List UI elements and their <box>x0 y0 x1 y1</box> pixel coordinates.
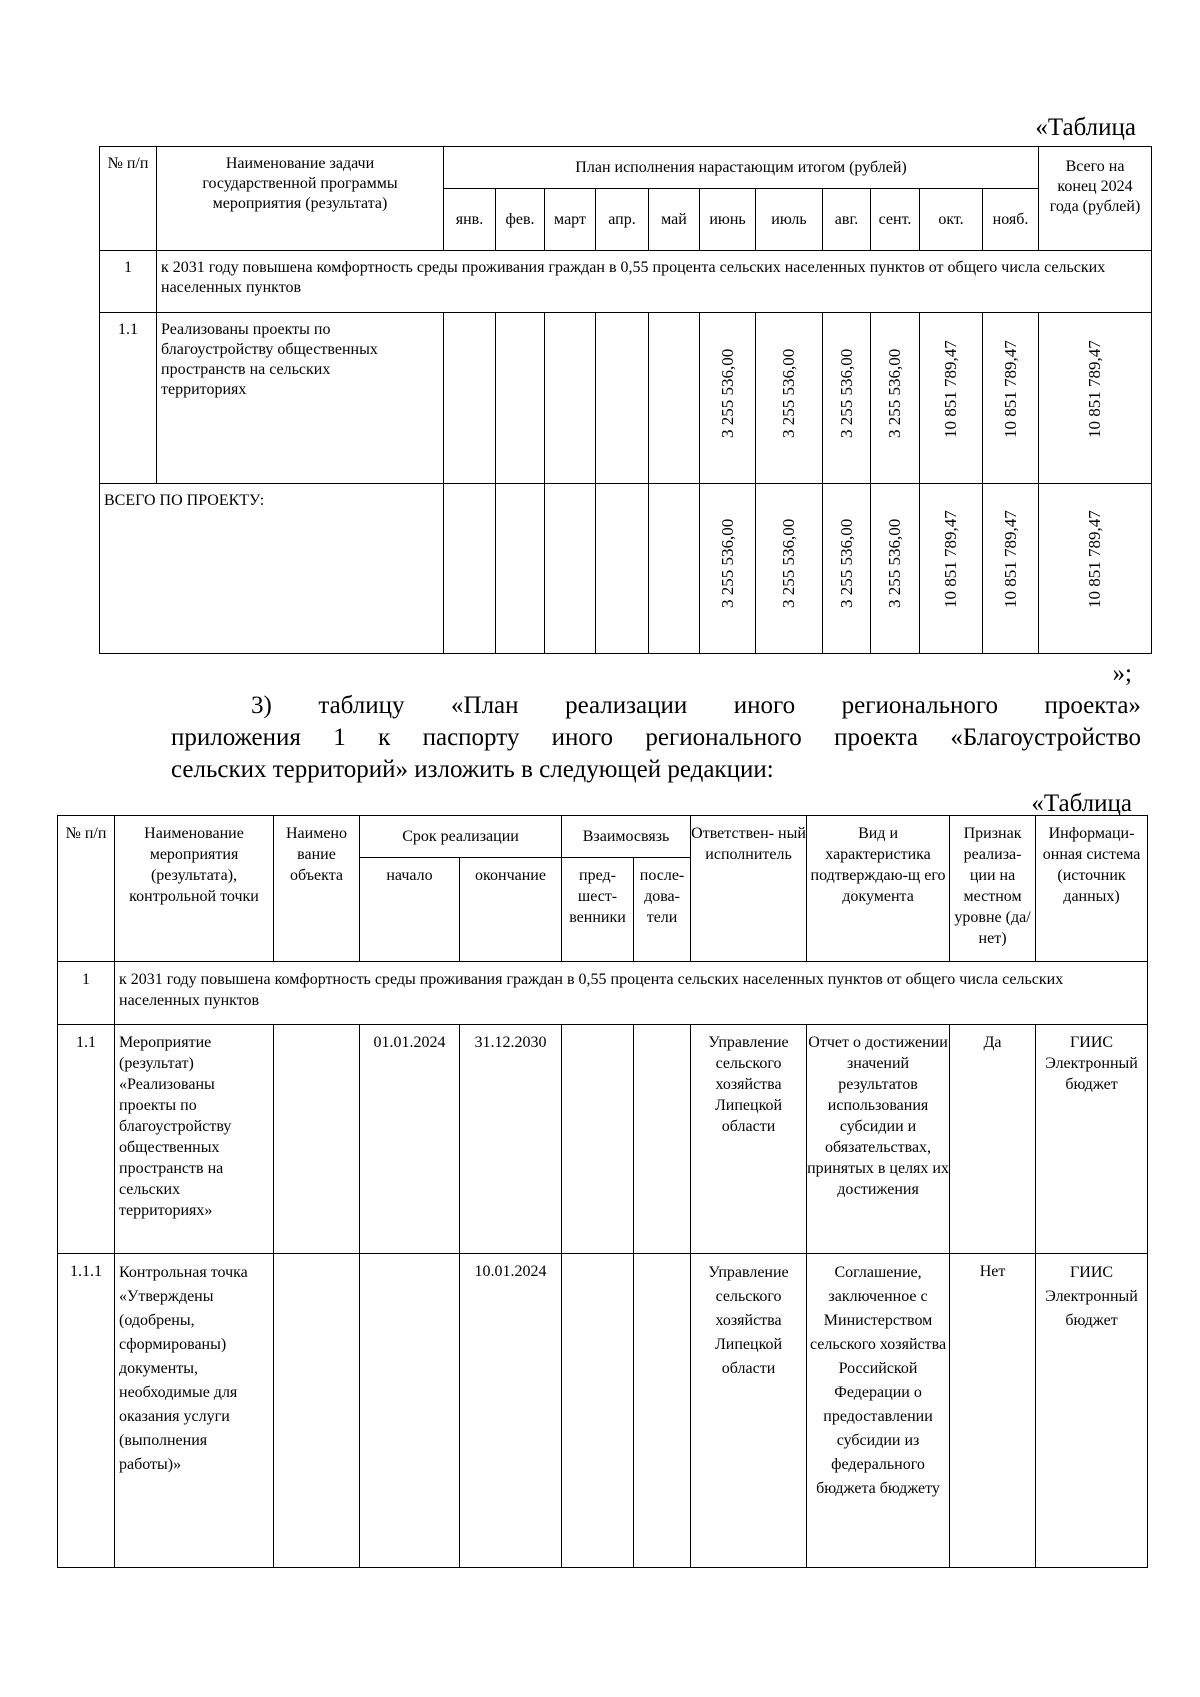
value-text: 10 851 789,47 <box>1000 340 1020 438</box>
paragraph-word: проекта <box>834 724 918 751</box>
month-header: авг. <box>823 189 871 251</box>
month-header: сент. <box>871 189 920 251</box>
amendment-paragraph <box>171 690 1141 786</box>
header-relation: Взаимосвязь <box>562 816 691 858</box>
task-row <box>58 962 1148 1025</box>
table1-closing-quote: »; <box>1112 660 1132 687</box>
value-cell <box>700 484 756 654</box>
paragraph-line <box>171 722 1141 754</box>
month-header: нояб. <box>983 189 1039 251</box>
month-header: июль <box>756 189 823 251</box>
row-start: 01.01.2024 <box>360 1025 460 1254</box>
header-object: Наимено вание объекта <box>274 816 360 962</box>
value-text: 10 851 789,47 <box>1000 510 1020 608</box>
row-info-system: ГИИС Электронный бюджет <box>1036 1254 1148 1568</box>
header-local-level: Признак реализа- ции на местном уровне (да/нет) <box>950 816 1036 962</box>
header-start: начало <box>360 858 460 962</box>
paragraph-word: паспорту <box>422 724 520 751</box>
task-text: к 2031 году повышена комфортность среды проживания граждан в 0,55 процента сельских населенных пунктов от общего числа сельских населенных пунктов <box>157 251 1152 313</box>
paragraph-word: «Благоустройство <box>950 724 1141 751</box>
row-predecessors <box>562 1025 634 1254</box>
value-cell <box>756 313 823 484</box>
paragraph-word: 3) <box>251 692 272 719</box>
task-row <box>100 251 1152 313</box>
value-cell <box>920 313 983 484</box>
value-cell <box>496 484 545 654</box>
month-header: июнь <box>700 189 756 251</box>
value-cell <box>983 313 1039 484</box>
row-object <box>274 1025 360 1254</box>
total-text: 10 851 789,47 <box>1085 510 1105 608</box>
paragraph-line <box>171 690 1141 722</box>
header-end: окончание <box>460 858 562 962</box>
row-successors <box>634 1254 691 1568</box>
value-text: 10 851 789,47 <box>941 510 960 608</box>
paragraph-word: приложения <box>171 724 301 751</box>
value-cell <box>920 484 983 654</box>
paragraph-word: регионального <box>841 692 998 719</box>
value-cell <box>596 484 649 654</box>
month-header: май <box>649 189 700 251</box>
value-cell <box>700 313 756 484</box>
value-text: 3 255 536,00 <box>836 518 856 608</box>
value-text: 10 851 789,47 <box>941 340 960 438</box>
item-row <box>100 313 1152 484</box>
value-text: 3 255 536,00 <box>779 348 798 438</box>
month-header: окт. <box>920 189 983 251</box>
table2-caption: «Таблица <box>1031 790 1132 817</box>
value-cell <box>444 313 496 484</box>
value-cell <box>545 484 596 654</box>
value-cell <box>649 484 700 654</box>
value-text: 3 255 536,00 <box>717 518 737 608</box>
header-term: Срок реализации <box>360 816 562 858</box>
paragraph-word: реализации <box>565 692 688 719</box>
month-header: янв. <box>444 189 496 251</box>
paragraph-word: иного <box>551 724 614 751</box>
header-plan: План исполнения нарастающим итогом (рублей) <box>444 147 1039 189</box>
table1-caption: «Таблица <box>1035 114 1136 141</box>
row-name: Контрольная точка «Утверждены (одобрены, сформированы) документы, необходимые для оказания услуги (выполнения работы)» <box>115 1254 274 1568</box>
task-num: 1 <box>58 962 115 1025</box>
header-document: Вид и характеристика подтверждаю-щ его документа <box>807 816 950 962</box>
value-text: 3 255 536,00 <box>885 518 904 608</box>
header-successors: после- дова- тели <box>634 858 691 962</box>
implementation-plan-table <box>57 815 1148 1568</box>
header-responsible: Ответствен- ный исполнитель <box>691 816 807 962</box>
paragraph-line: сельских территорий» изложить в следующей редакции: <box>171 756 774 783</box>
value-text: 3 255 536,00 <box>885 348 904 438</box>
row-end: 10.01.2024 <box>460 1254 562 1568</box>
row-local-level: Да <box>950 1025 1036 1254</box>
row-end: 31.12.2030 <box>460 1025 562 1254</box>
item-name: Реализованы проекты по благоустройству общественных пространств на сельских территориях <box>157 313 444 484</box>
row-start <box>360 1254 460 1568</box>
row-document: Соглашение, заключенное с Министерством сельского хозяйства Российской Федерации о предоставлении субсидии из федерального бюджета бюджету <box>807 1254 950 1568</box>
value-cell <box>649 313 700 484</box>
value-text: 3 255 536,00 <box>779 518 798 608</box>
total-cell <box>1039 313 1152 484</box>
paragraph-word: иного <box>733 692 796 719</box>
table-row <box>58 1254 1148 1568</box>
task-num: 1 <box>100 251 157 313</box>
paragraph-word: регионального <box>645 724 802 751</box>
month-header: фев. <box>496 189 545 251</box>
row-local-level: Нет <box>950 1254 1036 1568</box>
row-predecessors <box>562 1254 634 1568</box>
paragraph-word: к <box>378 724 391 751</box>
header-total: Всего на конец 2024 года (рублей) <box>1039 147 1152 251</box>
row-name: Мероприятие (результат) «Реализованы проекты по благоустройству общественных пространств на сельских территориях» <box>115 1025 274 1254</box>
item-num: 1.1 <box>100 313 157 484</box>
month-header: март <box>545 189 596 251</box>
paragraph-word: таблицу <box>318 692 405 719</box>
row-object <box>274 1254 360 1568</box>
value-cell <box>871 484 920 654</box>
header-num: № п/п <box>100 147 157 251</box>
value-cell <box>823 313 871 484</box>
value-text: 3 255 536,00 <box>836 348 856 438</box>
header-event-name: Наименование мероприятия (результата), контрольной точки <box>115 816 274 962</box>
value-cell <box>444 484 496 654</box>
paragraph-word: «План <box>451 692 519 719</box>
header-task-name: Наименование задачи государственной программы мероприятия (результата) <box>157 147 444 251</box>
value-cell <box>596 313 649 484</box>
plan-execution-table <box>99 146 1152 654</box>
row-responsible: Управление сельского хозяйства Липецкой области <box>691 1254 807 1568</box>
month-header: апр. <box>596 189 649 251</box>
value-text: 3 255 536,00 <box>717 348 737 438</box>
row-num: 1.1.1 <box>58 1254 115 1568</box>
header-predecessors: пред- шест- венники <box>562 858 634 962</box>
header-num: № п/п <box>58 816 115 962</box>
total-text: 10 851 789,47 <box>1085 340 1105 438</box>
paragraph-word: проекта» <box>1044 692 1141 719</box>
row-info-system: ГИИС Электронный бюджет <box>1036 1025 1148 1254</box>
value-cell <box>545 313 596 484</box>
value-cell <box>496 313 545 484</box>
row-document: Отчет о достижении значений результатов использования субсидии и обязательствах, принятых в целях их достижения <box>807 1025 950 1254</box>
row-num: 1.1 <box>58 1025 115 1254</box>
value-cell <box>983 484 1039 654</box>
total-cell <box>1039 484 1152 654</box>
value-cell <box>823 484 871 654</box>
task-text: к 2031 году повышена комфортность среды проживания граждан в 0,55 процента сельских населенных пунктов от общего числа сельских населенных пунктов <box>115 962 1148 1025</box>
table-row <box>58 1025 1148 1254</box>
row-responsible: Управление сельского хозяйства Липецкой области <box>691 1025 807 1254</box>
paragraph-word: 1 <box>333 724 346 751</box>
total-row <box>100 484 1152 654</box>
total-label: ВСЕГО ПО ПРОЕКТУ: <box>100 484 444 654</box>
value-cell <box>871 313 920 484</box>
row-successors <box>634 1025 691 1254</box>
header-info-system: Информаци- онная система (источник данных) <box>1036 816 1148 962</box>
value-cell <box>756 484 823 654</box>
